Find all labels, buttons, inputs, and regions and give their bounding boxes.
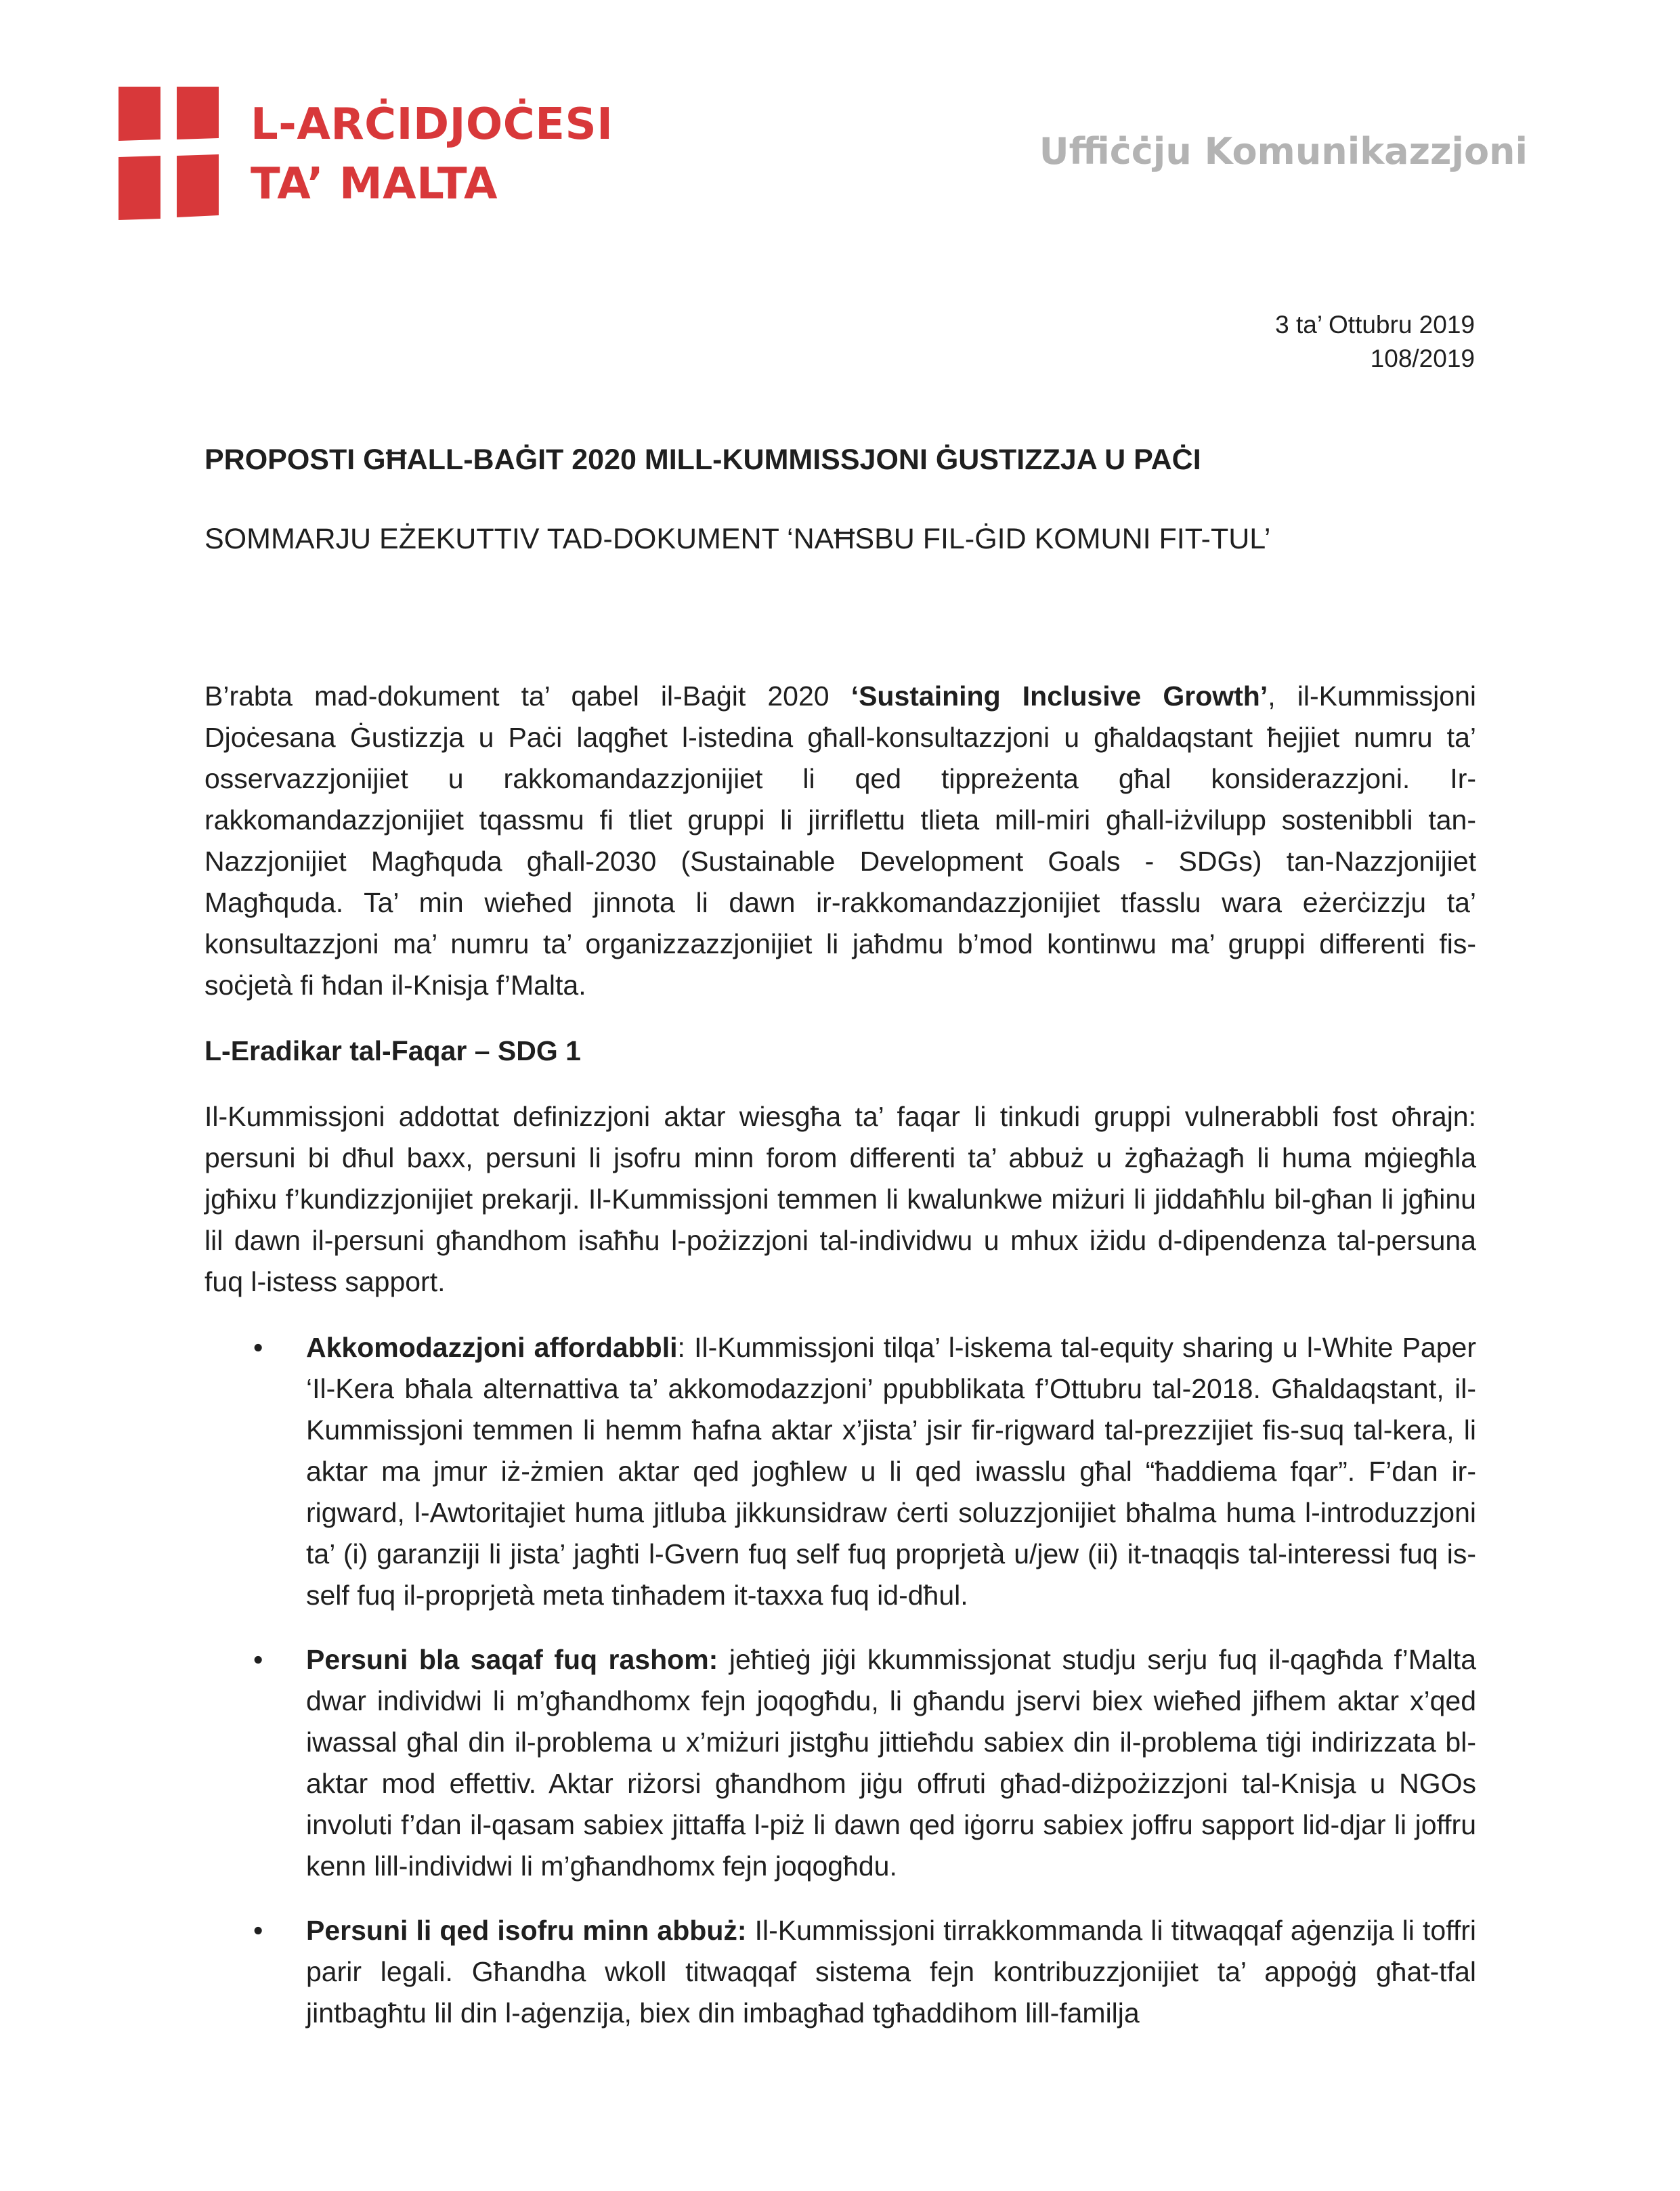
archdiocese-logo-icon xyxy=(119,87,219,220)
recommendations-list xyxy=(204,1327,1476,2034)
list-item-title: Persuni li qed isofru minn abbuż: xyxy=(306,1915,747,1946)
logo-line-2: TA’ MALTA xyxy=(251,159,498,209)
list-item-title: Akkomodazzjoni affordabbli xyxy=(306,1332,678,1363)
logo-line-1: L-ARĊIDJOĊESI xyxy=(251,100,613,150)
list-item xyxy=(204,1327,1476,1616)
list-item-title: Persuni bla saqaf fuq rashom: xyxy=(306,1644,718,1675)
section-heading: L-Eradikar tal-Faqar – SDG 1 xyxy=(204,1035,581,1066)
list-item xyxy=(204,1910,1476,2034)
list-item-text: : Il-Kummissjoni tilqa’ l-iskema tal-equity sharing u l-White Paper ‘Il-Kera bħala alternattiva ta’ akkomodazzjoni’ ppubblikata f’Ottubru tal-2018. Għaldaqstant, il-Kummissjoni temmen li hemm ħafna aktar x’jista’ jsir fir-rigward tal-prezzijiet fis-suq tal-kera, li aktar ma jmur iż-żmien aktar qed jogħlew u li qed iwasslu għal “ħaddiema fqar”. F’dan ir-rigward, l-Awtoritajiet huma jitluba jikkunsidraw ċerti soluzzjonijiet bħalma huma l-introduzzjoni ta’ (i) garanziji li jista’ jagħti l-Gvern fuq self fuq proprjetà u/jew (ii) it-tnaqqis tal-interessi fuq is-self fuq il-proprjetà meta tinħadem it-taxxa fuq id-dħul. xyxy=(306,1332,1476,1611)
document-meta xyxy=(1275,308,1475,376)
document-reference: 108/2019 xyxy=(1370,345,1475,372)
document-body xyxy=(204,676,1476,2057)
page-title: PROPOSTI GĦALL-BAĠIT 2020 MILL-KUMMISSJONI ĠUSTIZZJA U PAĊI xyxy=(204,443,1201,476)
bullet-icon: • xyxy=(253,1332,263,1363)
bullet-icon: • xyxy=(253,1915,263,1946)
intro-text-before: B’rabta mad-dokument ta’ qabel il-Baġit 2020 xyxy=(204,680,851,712)
bullet-icon: • xyxy=(253,1644,263,1675)
section-paragraph: Il-Kummissjoni addottat definizzjoni aktar wiesgħa ta’ faqar li tinkudi gruppi vulnerabbli fost oħrajn: persuni bi dħul baxx, persuni li jsofru minn forom differenti ta’ abbuż u żgħażagħ li huma mġiegħla jgħixu f’kundizzjonijiet prekarji. Il-Kummissjoni temmen li kwalunkwe miżuri li jiddaħħlu bil-għan li jgħinu lil dawn il-persuni għandhom isaħħu l-pożizzjoni tal-individwu u mhux iżidu d-dipendenza tal-persuna fuq l-istess sapport. xyxy=(204,1101,1476,1297)
archdiocese-wordmark xyxy=(251,95,613,214)
page-subtitle: SOMMARJU EŻEKUTTIV TAD-DOKUMENT ‘NAĦSBU FIL-ĠID KOMUNI FIT-TUL’ xyxy=(204,523,1271,555)
list-item-text: Il-Kummissjoni tirrakkommanda li titwaqqaf aġenzija li toffri parir legali. Għandha wkoll titwaqqaf sistema fejn kontribuzzjonijiet ta’ appoġġ għat-tfal jintbagħtu lil din l-aġenzija, biex din imbagħad tgħaddihom lill-familja xyxy=(306,1915,1476,2029)
intro-bold-title: ‘Sustaining Inclusive Growth’ xyxy=(850,680,1268,712)
intro-text-after: , il-Kummissjoni Djoċesana Ġustizzja u Paċi laqgħet l-istedina għall-konsultazzjoni u għaldaqstant ħejjiet numru ta’ osservazzjonijiet u rakkomandazzjonijiet li qed tippreżenta għal konsiderazzjoni. Ir-rakkomandazzjonijiet tqassmu fi tliet gruppi li jirriflettu tlieta mill-miri għall-iżvilupp sostenibbli tan-Nazzjonijiet Magħquda għall-2030 (Sustainable Development Goals - SDGs) tan-Nazzjonijiet Magħquda. Ta’ min wieħed jinnota li dawn ir-rakkomandazzjonijiet tfasslu wara eżerċizzju ta’ konsultazzjoni ma’ numru ta’ organizzazzjonijiet li jaħdmu b’mod kontinwu ma’ gruppi differenti fis-soċjetà fi ħdan il-Knisja f’Malta. xyxy=(204,680,1476,1001)
intro-paragraph xyxy=(204,676,1476,1006)
document-date: 3 ta’ Ottubru 2019 xyxy=(1275,311,1475,339)
list-item-text: jeħtieġ jiġi kkummissjonat studju serju fuq il-qagħda f’Malta dwar individwi li m’għandhomx fejn joqogħdu, li għandu jservi biex wieħed jifhem aktar x’qed iwassal għal din il-problema u x’miżuri jistgħu jittieħdu sabiex din il-problema tiġi indirizzata bl-aktar mod effettiv. Aktar riżorsi għandhom jiġu offruti għad-diżpożizzjoni tal-Knisja u NGOs involuti f’dan il-qasam sabiex jittaffa l-piż li dawn qed iġorru sabiex joffru sapport lid-djar li joffru kenn lill-individwi li m’għandhomx fejn joqogħdu. xyxy=(306,1644,1476,1882)
list-item xyxy=(204,1639,1476,1887)
office-name: Uffiċċju Komunikazzjoni xyxy=(1039,130,1528,173)
